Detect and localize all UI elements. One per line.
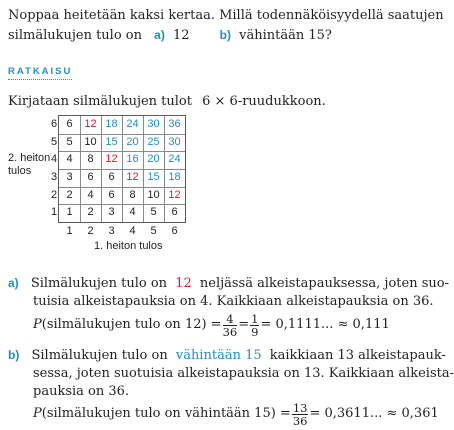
table-cell: 30: [147, 118, 160, 130]
question-line-2: [8, 27, 332, 44]
y-tick-label: 5: [51, 135, 58, 148]
table-cell: 6: [108, 188, 115, 201]
part-a-l1-a: Silmälukujen tulo on: [30, 276, 168, 291]
part-a-l1-b: neljässä alkeistapauksessa, joten suo-: [199, 276, 449, 291]
part-b-line-2: sessa, joten suotuisia alkeistapauksia on 13. Kaikkiaan alkeista-: [33, 366, 454, 381]
question-a-text: 12: [172, 28, 190, 43]
part-a-l1-num: 12: [175, 276, 192, 291]
part-b-formula: [33, 400, 439, 428]
table-cell: 6: [87, 171, 94, 183]
y-axis-label-line1: 2. heiton: [8, 152, 51, 164]
y-tick-label: 2: [51, 188, 58, 201]
part-a-formula-p: P: [33, 317, 42, 332]
table-cell: 24: [168, 153, 181, 166]
x-axis-label: 1. heiton tulos: [94, 240, 163, 252]
question-b-text: vähintään 15?: [239, 28, 332, 43]
part-a-frac2-den: 9: [251, 324, 259, 339]
table-cell: 12: [126, 171, 139, 183]
x-tick-label: 4: [129, 225, 136, 237]
intro-line: [8, 94, 326, 110]
table-cell: 16: [126, 153, 139, 166]
table-cell: 6: [171, 206, 178, 219]
y-tick-label: 4: [51, 153, 58, 166]
table-cell: 2: [87, 206, 94, 219]
table-cell: 15: [105, 135, 118, 148]
part-b-line-1: [8, 347, 446, 364]
table-cell: 12: [84, 118, 97, 130]
intro-text: Kirjataan silmälukujen tulot: [8, 94, 192, 109]
part-b-formula-arg: (silmälukujen tulo on vähintään 15) =: [41, 406, 291, 421]
question-line-2-text: silmälukujen tulo on: [8, 28, 142, 43]
part-a-frac1-den: 36: [222, 324, 238, 339]
table-cell: 4: [66, 153, 73, 166]
table-cell: 10: [147, 188, 160, 201]
table-cell: 8: [87, 153, 94, 166]
part-a-line-1: [8, 275, 449, 292]
part-a-frac2-num: 1: [251, 311, 259, 326]
table-cell: 10: [84, 135, 97, 148]
table-cell: 36: [168, 118, 181, 130]
part-a-eq: =: [238, 317, 250, 332]
product-table: [58, 115, 186, 223]
table-cell: 8: [129, 188, 136, 201]
table-cell: 20: [126, 135, 139, 148]
part-b-fraction: [292, 402, 309, 427]
intro-table-size: 6 × 6-ruudukkoon.: [202, 94, 326, 109]
part-a-formula-arg: (silmälukujen tulo on 12) =: [41, 317, 222, 332]
part-b-label: b): [8, 348, 20, 362]
table-cell: 6: [108, 171, 115, 183]
table-cell: 12: [105, 153, 118, 166]
table-cell: 4: [129, 206, 136, 219]
table-cell: 12: [168, 188, 181, 201]
table-cell: 20: [147, 153, 160, 166]
part-a-label: a): [8, 276, 19, 290]
table-cell: 1: [66, 206, 73, 219]
table-cell: 3: [108, 206, 115, 219]
part-a-fraction-1: [223, 313, 238, 338]
x-tick-label: 3: [108, 225, 115, 237]
table-cell: 5: [66, 135, 73, 148]
y-axis-label: [8, 152, 50, 178]
part-a-line-2: tuisia alkeistapauksia on 4. Kaikkiaan alkeistapauksia on 36.: [33, 294, 434, 309]
table-cell: 24: [126, 118, 139, 130]
part-b-formula-end: = 0,3611... ≈ 0,361: [309, 406, 439, 421]
question-line-1: Noppaa heitetään kaksi kertaa. Millä todennäköisyydellä saatujen: [8, 8, 444, 23]
x-tick-label: 1: [66, 225, 73, 237]
table-cell: 4: [87, 188, 94, 201]
part-b-l1-highlight: vähintään 15: [175, 348, 262, 363]
solution-header: RATKAISU: [8, 66, 72, 80]
part-b-formula-p: P: [33, 406, 42, 421]
table-cell: 5: [150, 206, 157, 219]
table-cell: 6: [66, 118, 73, 130]
part-a-frac1-num: 4: [223, 313, 238, 326]
table-cell: 3: [66, 171, 73, 183]
table-cell: 18: [105, 118, 118, 130]
part-b-l1-b: kaikkiaan 13 alkeistapauk-: [269, 348, 446, 363]
question-a-label: a): [154, 28, 165, 42]
y-tick-label: 1: [51, 206, 58, 219]
table-cell: 2: [66, 188, 73, 201]
x-tick-label: 6: [171, 225, 178, 237]
part-a-formula-end: = 0,1111... ≈ 0,111: [260, 317, 390, 332]
y-tick-label: 3: [51, 171, 58, 183]
question-b-label: b): [219, 28, 231, 42]
part-a-fraction-2: [250, 313, 259, 338]
table-cell: 18: [168, 171, 181, 183]
part-b-l1-a: Silmälukujen tulo on: [31, 348, 168, 363]
part-b-frac-num: 13: [292, 400, 308, 415]
x-tick-label: 2: [87, 225, 94, 237]
table-cell: 25: [147, 135, 160, 148]
y-axis-label-line2: tulos: [8, 165, 32, 177]
part-b-line-3: pauksia on 36.: [33, 384, 130, 399]
table-cell: 15: [147, 171, 160, 183]
x-tick-label: 5: [150, 225, 157, 237]
part-b-frac-den: 36: [292, 413, 308, 428]
table-cell: 30: [168, 135, 181, 148]
y-tick-label: 6: [51, 118, 58, 130]
part-a-formula: [33, 311, 390, 339]
